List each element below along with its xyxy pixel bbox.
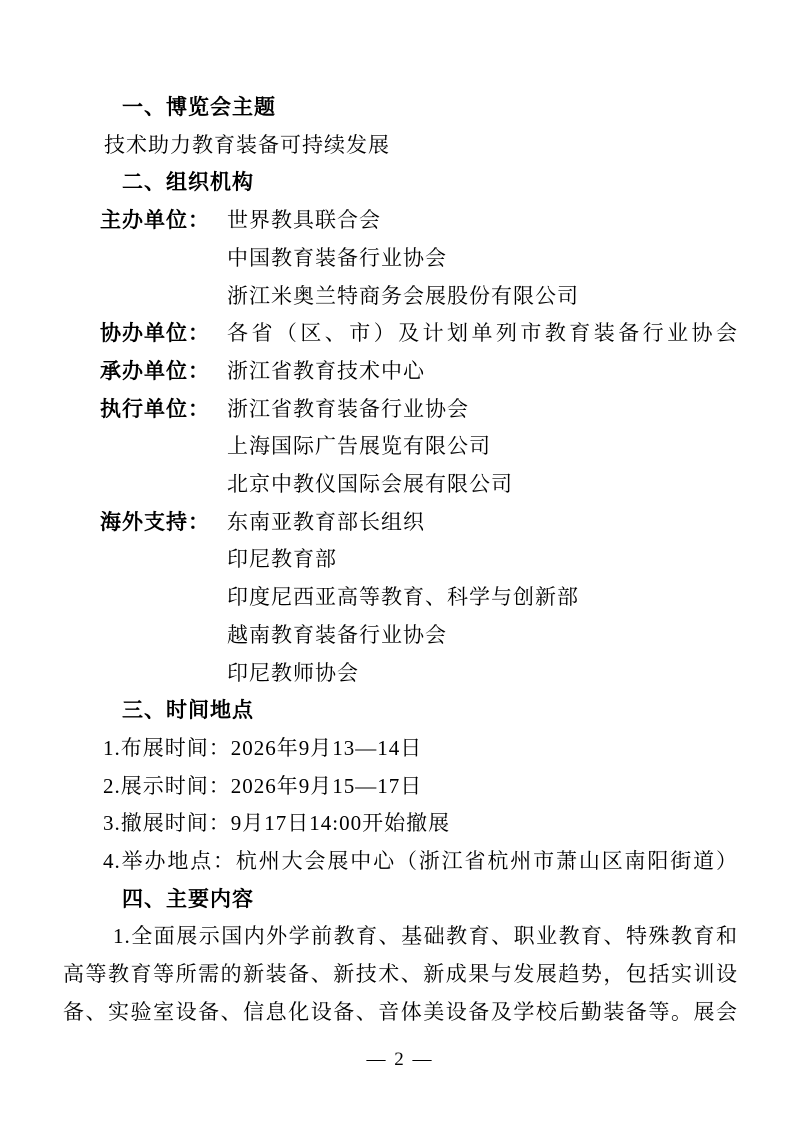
org-entry-organizer bbox=[63, 353, 738, 391]
org-entry-label: 主办单位： bbox=[100, 209, 210, 233]
main-content-paragraph-line: 1.全面展示国内外学前教育、基础教育、职业教育、特殊教育和 bbox=[113, 924, 738, 949]
schedule-item-exhibition: 2.展示时间：2026年9月15—17日 bbox=[103, 773, 423, 798]
org-entry-value: 印度尼西亚高等教育、科学与创新部 bbox=[227, 585, 579, 610]
schedule-item-venue: 4.举办地点：杭州大会展中心（浙江省杭州市萧山区南阳街道） bbox=[103, 849, 738, 874]
org-entry-label: 执行单位： bbox=[100, 397, 210, 421]
org-entry-overseas-support bbox=[63, 504, 738, 693]
org-entry-cohost bbox=[63, 315, 738, 353]
page-number: — 2 — bbox=[366, 1049, 434, 1070]
schedule-item-setup: 1.布展时间：2026年9月13—14日 bbox=[103, 735, 423, 760]
main-content-paragraph-line: 备、实验室设备、信息化设备、音体美设备及学校后勤装备等。展会 bbox=[63, 999, 738, 1024]
org-entry-value: 北京中教仪国际会展有限公司 bbox=[227, 472, 513, 497]
org-entry-value: 各省（区、市）及计划单列市教育装备行业协会 bbox=[227, 321, 738, 346]
org-entry-value: 印尼教育部 bbox=[227, 547, 337, 572]
org-entry-value: 越南教育装备行业协会 bbox=[227, 622, 447, 647]
org-entry-value: 世界教具联合会 bbox=[227, 208, 381, 233]
org-entry-label: 承办单位： bbox=[100, 359, 210, 383]
org-entry-value: 印尼教师协会 bbox=[227, 660, 359, 685]
section-1-heading: 一、博览会主题 bbox=[122, 96, 276, 119]
section-4-heading: 四、主要内容 bbox=[122, 887, 254, 911]
expo-theme-text: 技术助力教育装备可持续发展 bbox=[104, 132, 390, 157]
org-entry-value: 浙江省教育技术中心 bbox=[227, 358, 425, 383]
section-3-heading: 三、时间地点 bbox=[122, 699, 254, 723]
org-entry-value: 浙江米奥兰特商务会展股份有限公司 bbox=[227, 283, 579, 308]
document-body bbox=[63, 0, 738, 1032]
org-entry-host bbox=[63, 202, 738, 315]
org-entry-value: 上海国际广告展览有限公司 bbox=[227, 434, 491, 459]
org-entry-label: 海外支持： bbox=[100, 510, 210, 534]
org-entry-value: 浙江省教育装备行业协会 bbox=[227, 396, 469, 421]
org-entry-value: 东南亚教育部长组织 bbox=[227, 509, 425, 534]
section-2-heading: 二、组织机构 bbox=[122, 171, 254, 195]
schedule-item-teardown: 3.撤展时间：9月17日14:00开始撤展 bbox=[103, 811, 451, 836]
org-entry-label: 协办单位： bbox=[100, 322, 210, 346]
org-entry-value: 中国教育装备行业协会 bbox=[227, 245, 447, 270]
org-entry-executor bbox=[63, 391, 738, 504]
main-content-paragraph-line: 高等教育等所需的新装备、新技术、新成果与发展趋势，包括实训设 bbox=[63, 962, 738, 987]
